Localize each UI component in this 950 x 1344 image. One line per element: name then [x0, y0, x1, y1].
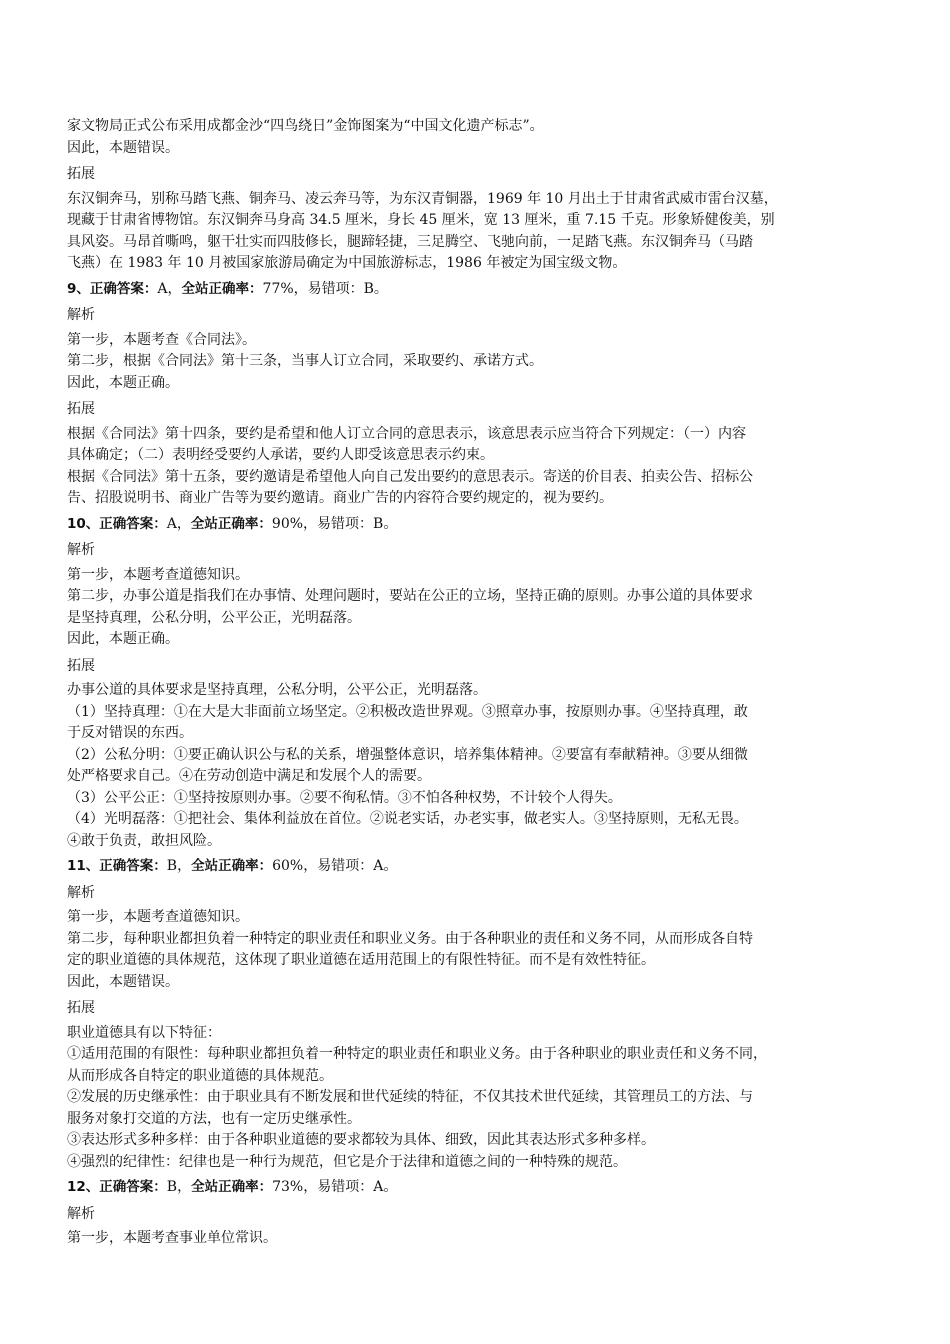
analysis-label: 解析 [67, 542, 95, 558]
accuracy-label: 全站正确率： [191, 858, 273, 874]
document-page [67, 116, 885, 1250]
extension-text [67, 680, 885, 852]
text-line: 因此，本题错误。 [67, 139, 179, 156]
text-line: 根据《合同法》第十四条，要约是希望和他人订立合同的意思表示，该意思表示应当符合下列规定：（一）内容 [67, 425, 746, 442]
answer-header-q12 [67, 1177, 885, 1199]
text-line: 是坚持真理，公私分明，公平公正，光明磊落。 [67, 609, 361, 626]
analysis-label: 解析 [67, 1205, 95, 1222]
analysis-text [67, 1228, 885, 1250]
answer-header-q10 [67, 514, 885, 536]
answer-header-q9 [67, 279, 885, 301]
accuracy-label: 全站正确率： [181, 280, 263, 297]
accuracy-label: 全站正确率： [191, 1179, 273, 1195]
extension-text [67, 424, 885, 510]
text-line: 根据《合同法》第十五条，要约邀请是希望他人向自己发出要约的意思表示。寄送的价目表、拍卖公告、招标公 [67, 468, 753, 485]
answer-value: A， [166, 515, 191, 532]
text-line: 第一步，本题考查《合同法》。 [67, 331, 256, 348]
answer-value: B， [166, 1179, 192, 1195]
answer-label: 11、正确答案： [67, 858, 167, 874]
text-line: （3）公平公正：①坚持按原则办事。②要不徇私情。③不怕各种权势，不计较个人得失。 [67, 789, 622, 806]
extension-label: 拓展 [67, 401, 95, 417]
text-line: 职业道德具有以下特征： [67, 1024, 221, 1041]
text-line: ①适用范围的有限性：每种职业都担负着一种特定的职业责任和职业义务。由于各种职业的职业责任和义务不同， [67, 1046, 767, 1062]
text-line: ④强烈的纪律性：纪律也是一种行为规范，但它是介于法律和道德之间的一种特殊的规范。 [67, 1153, 627, 1170]
text-line: 服务对象打交道的方法，也有一定历史继承性。 [67, 1110, 361, 1127]
text-line: 第二步，每种职业都担负着一种特定的职业责任和职业义务。由于各种职业的责任和义务不同，从而形成各自特 [67, 930, 753, 947]
answer-label: 9、正确答案： [67, 280, 158, 297]
text-line: 从而形成各自特定的职业道德的具体规范。 [67, 1067, 333, 1084]
text-line: 飞燕）在 1983 年 10 月被国家旅游局确定为中国旅游标志，1986 年被定为国宝级文物。 [67, 255, 627, 271]
text-line: 处严格要求自己。④在劳动创造中满足和发展个人的需要。 [67, 768, 431, 784]
accuracy-value: 60%，易错项：A。 [272, 858, 398, 874]
text-line: 具风姿。马昂首嘶鸣，躯干壮实而四肢修长，腿蹄轻捷，三足腾空、飞驰向前，一足踏飞燕。东汉铜奔马（马踏 [67, 233, 753, 250]
analysis-text [67, 907, 885, 993]
extension-label: 拓展 [67, 166, 95, 182]
extension-label: 拓展 [67, 1000, 95, 1016]
text-line: 办事公道的具体要求是坚持真理，公私分明，公平公正，光明磊落。 [67, 682, 487, 698]
text-line: 定的职业道德的具体规范，这体现了职业道德在适用范围上的有限性特征。而不是有效性特征。 [67, 952, 655, 968]
text-line: 现藏于甘肃省博物馆。东汉铜奔马身高 34.5 厘米，身长 45 厘米，宽 13 厘米，重 7.15 千克。形象矫健俊美，别 [67, 212, 775, 228]
text-line: ④敢于负责，敢担风险。 [67, 832, 221, 849]
analysis-text [67, 330, 885, 395]
text-line: 因此，本题正确。 [67, 374, 179, 391]
extension-label: 拓展 [67, 657, 95, 674]
text-line: （1）坚持真理：①在大是大非面前立场坚定。②积极改造世界观。③照章办事，按原则办事。④坚持真理，敢 [67, 703, 748, 720]
text-line: 于反对错误的东西。 [67, 725, 193, 741]
accuracy-value: 73%，易错项：A。 [272, 1179, 398, 1195]
accuracy-value: 77%，易错项：B。 [262, 280, 388, 297]
answer-value: B， [166, 858, 192, 874]
text-line: 第二步，根据《合同法》第十三条，当事人订立合同，采取要约、承诺方式。 [67, 353, 543, 369]
extension-text [67, 1023, 885, 1174]
analysis-label: 解析 [67, 307, 95, 323]
answer-label: 10、正确答案： [67, 515, 167, 532]
text-line: ②发展的历史继承性：由于职业具有不断发展和世代延续的特征，不仅其技术世代延续，其管理员工的方法、与 [67, 1089, 753, 1105]
analysis-text [67, 565, 885, 651]
text-line: 家文物局正式公布采用成都金沙“四鸟绕日”金饰图案为“中国文化遗产标志”。 [67, 118, 544, 134]
text-line: 告、招股说明书、商业广告等为要约邀请。商业广告的内容符合要约规定的，视为要约。 [67, 490, 613, 506]
answer-header-q11 [67, 856, 885, 878]
text-line: 第二步，办事公道是指我们在办事情、处理问题时，要站在公正的立场，坚持正确的原则。办事公道的具体要求 [67, 588, 753, 604]
accuracy-label: 全站正确率： [190, 515, 272, 532]
text-line: 第一步，本题考查事业单位常识。 [67, 1230, 277, 1246]
text-line: 因此，本题正确。 [67, 631, 179, 647]
intro-text [67, 116, 885, 159]
answer-label: 12、正确答案： [67, 1179, 167, 1195]
text-line: （4）光明磊落：①把社会、集体利益放在首位。②说老实话，办老实事，做老实人。③坚持原则，无私无畏。 [67, 811, 748, 827]
text-line: 第一步，本题考查道德知识。 [67, 909, 249, 925]
text-line: （2）公私分明：①要正确认识公与私的关系，增强整体意识，培养集体精神。②要富有奉献精神。③要从细微 [67, 746, 748, 763]
text-line: ③表达形式多种多样：由于各种职业道德的要求都较为具体、细致，因此其表达形式多种多样。 [67, 1132, 655, 1148]
text-line: 具体确定；（二）表明经受要约人承诺，要约人即受该意思表示约束。 [67, 447, 494, 463]
answer-value: A， [157, 280, 182, 297]
text-line: 东汉铜奔马，别称马踏飞燕、铜奔马、凌云奔马等，为东汉青铜器，1969 年 10 月出土于甘肃省武威市雷台汉墓， [67, 190, 778, 207]
analysis-label: 解析 [67, 884, 95, 901]
accuracy-value: 90%，易错项：B。 [271, 515, 398, 532]
text-line: 因此，本题错误。 [67, 973, 179, 990]
extension-text [67, 189, 885, 275]
text-line: 第一步，本题考查道德知识。 [67, 566, 249, 583]
